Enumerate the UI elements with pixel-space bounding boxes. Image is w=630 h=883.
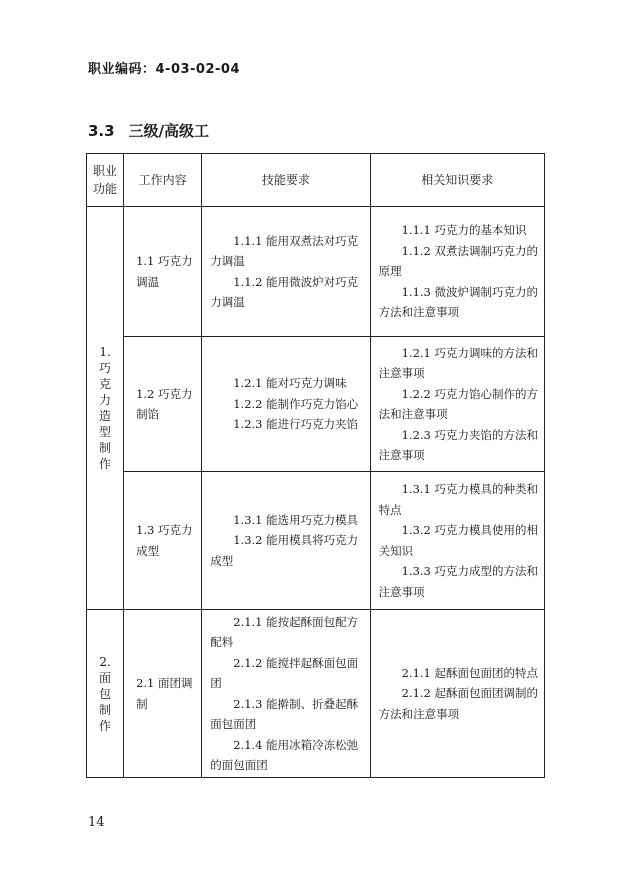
work-cell [124,337,202,472]
work-cell [124,207,202,337]
table-row [87,207,545,337]
skills-table [86,153,545,778]
function-label: 1. 巧克力造型制作 [99,345,112,471]
skill-item: 1.2.3 能进行巧克力夹馅 [233,417,359,432]
work-cell [124,610,202,778]
knowledge-item: 1.3.3 巧克力成型的方法和注意事项 [378,564,539,599]
skill-item: 2.1.2 能搅拌起酥面包面团 [210,655,359,690]
work-label: 1.3 巧克力成型 [136,523,193,558]
knowledge-item: 1.1.2 双煮法调制巧克力的原理 [378,243,539,279]
occupation-code: 职业编码：4-03-02-04 [88,62,241,77]
function-label: 2. 面包制作 [99,654,112,733]
table-header-row [87,154,545,207]
work-label: 2.1 面团调制 [136,676,193,711]
function-cell [87,610,124,778]
page-number: 14 [88,815,105,830]
skill-item: 1.3.2 能用模具将巧克力成型 [210,533,359,568]
section-number: 3.3 [88,122,115,140]
skill-item: 2.1.4 能用冰箱冷冻松弛的面包面团 [210,737,359,772]
work-cell [124,472,202,610]
skill-item: 1.1.2 能用微波炉对巧克力调温 [210,274,359,309]
knowledge-cell [370,207,544,337]
skill-item: 1.2.1 能对巧克力调味 [233,376,347,391]
knowledge-cell [370,610,544,778]
header-function: 职业功能 [87,154,124,207]
work-label: 1.1 巧克力调温 [136,254,193,289]
knowledge-item: 1.2.3 巧克力夹馅的方法和注意事项 [378,427,539,462]
work-label: 1.2 巧克力制馅 [136,386,193,421]
knowledge-cell [370,472,544,610]
header-skills: 技能要求 [202,154,370,207]
skill-item: 2.1.3 能擀制、折叠起酥面包面团 [210,696,359,731]
knowledge-item: 1.3.1 巧克力模具的种类和特点 [378,482,539,517]
skills-cell [202,472,370,610]
table-row [87,472,545,610]
skills-cell [202,337,370,472]
header-work: 工作内容 [124,154,202,207]
function-cell [87,207,124,610]
table-row [87,337,545,472]
knowledge-item: 1.1.3 微波炉调制巧克力的方法和注意事项 [378,284,539,320]
skills-cell [202,610,370,778]
skill-item: 1.1.1 能用双煮法对巧克力调温 [210,233,359,268]
skills-cell [202,207,370,337]
section-title: 三级/高级工 [128,122,210,140]
skill-item: 1.2.2 能制作巧克力馅心 [233,396,359,411]
knowledge-item: 2.1.2 起酥面包面团调制的方法和注意事项 [378,686,539,721]
table-row [87,610,545,778]
knowledge-item: 1.3.2 巧克力模具使用的相关知识 [378,523,539,558]
knowledge-cell [370,337,544,472]
knowledge-item: 1.1.1 巧克力的基本知识 [401,223,527,238]
skill-item: 1.3.1 能选用巧克力模具 [233,512,359,527]
header-knowledge: 相关知识要求 [370,154,544,207]
knowledge-item: 1.2.1 巧克力调味的方法和注意事项 [378,345,539,380]
section-heading [88,120,209,141]
skill-item: 2.1.1 能按起酥面包配方配料 [210,614,359,649]
knowledge-item: 2.1.1 起酥面包面团的特点 [401,665,539,680]
knowledge-item: 1.2.2 巧克力馅心制作的方法和注意事项 [378,386,539,421]
